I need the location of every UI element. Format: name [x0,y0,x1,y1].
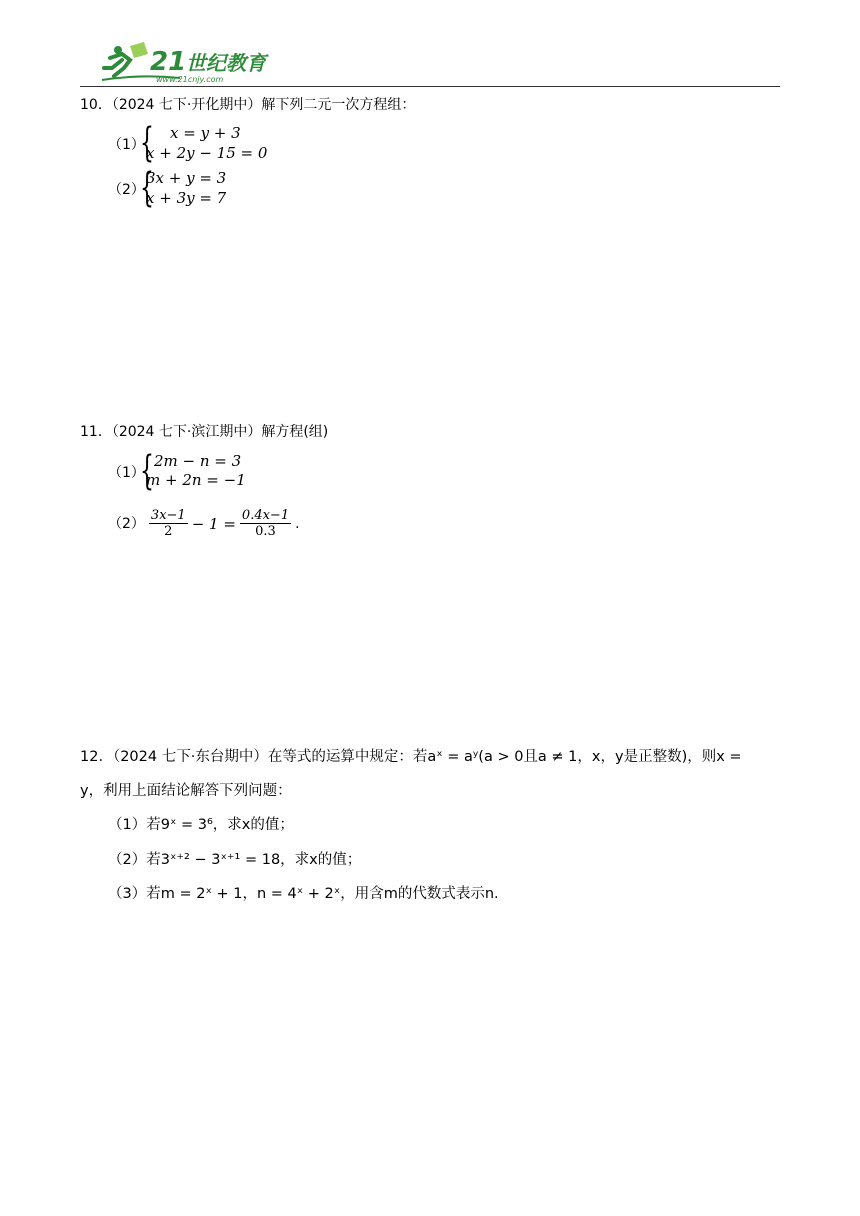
q10-p2-eq1: 3x + y = 3 [146,169,227,187]
q10-p1-eq2: x + 2y − 15 = 0 [146,144,268,162]
svg-text:www.21cnjy.com: www.21cnjy.com [156,75,224,84]
q11-p2 [108,508,300,539]
q11-p2-label: （2） [108,515,145,532]
q11-p2-frac2-den: 0.3 [255,524,276,539]
q10-p2-label: （2） [108,182,145,198]
q10-p1-eq1: x = y + 3 [170,124,241,142]
q12-stem-line2: y，利用上面结论解答下列问题： [80,783,292,799]
q12-p1: （1）若9ˣ = 3⁶，求x的值； [108,817,294,833]
q10-p2-eq2: x + 3y = 7 [146,189,227,207]
q11-p2-end: . [295,515,300,532]
q11-p2-fraction-right [240,508,291,539]
svg-text:21: 21 [150,47,187,77]
q12-p2: （2）若3ˣ⁺² − 3ˣ⁺¹ = 18，求x的值； [108,852,362,868]
runner-icon [104,42,148,76]
q10-p2-brace: { [140,165,154,211]
logo [100,40,280,84]
q12-p3: （3）若m = 2ˣ + 1，n = 4ˣ + 2ˣ，用含m的代数式表示n. [108,886,499,902]
q11-p2-fraction-left [149,508,188,539]
q10-p1-label: （1） [108,137,145,153]
q11-p1-eq1: 2m − n = 3 [154,452,242,470]
header-rule [80,86,780,87]
svg-text:世纪教育: 世纪教育 [186,51,266,75]
q10-stem: 10．（2024 七下·开化期中）解下列二元一次方程组： [80,97,416,113]
q10-p1-brace: { [140,120,154,166]
page-header [100,40,780,88]
q11-stem: 11．（2024 七下·滨江期中）解方程(组) [80,424,329,440]
q12-stem-line1: 12．（2024 七下·东台期中）在等式的运算中规定：若aˣ = aʸ(a > 0且a ≠ 1，x，y是正整数)，则x = [80,749,742,765]
q11-p2-frac1-den: 2 [164,524,173,539]
q11-p2-frac1-num: 3x−1 [150,508,186,523]
q11-p2-mid: − 1 = [191,514,236,533]
q11-p1-label: （1） [108,465,145,481]
q11-p1-brace: { [140,448,154,494]
q11-p1-eq2: m + 2n = −1 [146,471,246,489]
q11-p2-frac2-num: 0.4x−1 [241,508,290,523]
